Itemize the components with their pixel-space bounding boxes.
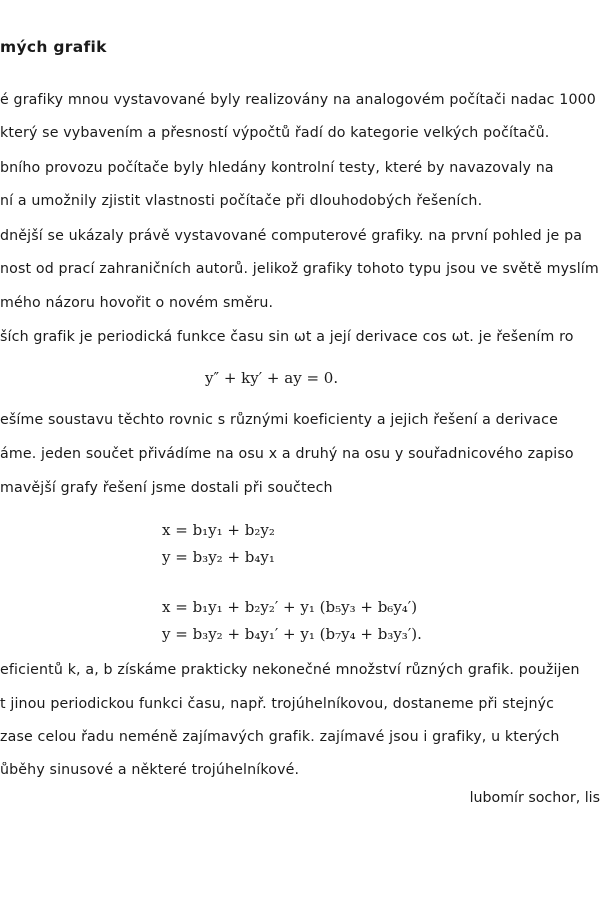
page-title: mých grafik <box>0 38 107 56</box>
text-line-1: é grafiky mnou vystavované byly realizovány na analogovém počítači nadac 1000 <box>0 92 596 108</box>
text-line-15: ůběhy sinusové a některé trojúhelníkové. <box>0 762 300 778</box>
equation-x1: x = b₁y₁ + b₂y₂ <box>162 521 275 539</box>
equation-y2: y = b₃y₂ + b₄y₁′ + y₁ (b₇y₄ + b₃y₃′). <box>162 625 422 643</box>
author-signature: lubomír sochor, lis <box>469 790 600 806</box>
text-line-10: áme. jeden součet přivádíme na osu x a druhý na osu y souřadnicového zapiso <box>0 446 574 462</box>
text-line-6: nost od prací zahraničních autorů. jelikož grafiky tohoto typu jsou ve světě myslím <box>0 261 599 277</box>
text-line-9: ešíme soustavu těchto rovnic s různými koeficienty a jejich řešení a derivace <box>0 412 558 428</box>
text-line-12: eficientů k, a, b získáme prakticky nekonečné množství různých grafik. použijen <box>0 662 580 678</box>
text-line-2: který se vybavením a přesností výpočtů řadí do kategorie velkých počítačů. <box>0 125 550 141</box>
main-equation: y″ + ky′ + ay = 0. <box>205 369 339 387</box>
text-line-4: ní a umožnily zjistit vlastnosti počítače při dlouhodobých řešeních. <box>0 193 483 209</box>
text-line-8: ších grafik je periodická funkce času sin ωt a její derivace cos ωt. je řešením ro <box>0 329 574 345</box>
text-line-3: bního provozu počítače byly hledány kontrolní testy, které by navazovaly na <box>0 160 554 176</box>
text-line-5: dnější se ukázaly právě vystavované computerové grafiky. na první pohled je pa <box>0 228 583 244</box>
equation-x2: x = b₁y₁ + b₂y₂′ + y₁ (b₅y₃ + b₆y₄′) <box>162 598 418 616</box>
text-line-13: t jinou periodickou funkci času, např. trojúhelníkovou, dostaneme při stejnýc <box>0 696 555 712</box>
text-line-7: mého názoru hovořit o novém směru. <box>0 295 274 311</box>
text-line-11: mavější grafy řešení jsme dostali při součtech <box>0 480 333 496</box>
text-line-14: zase celou řadu neméně zajímavých grafik. zajímavé jsou i grafiky, u kterých <box>0 729 560 745</box>
equation-y1: y = b₃y₂ + b₄y₁ <box>162 548 275 566</box>
